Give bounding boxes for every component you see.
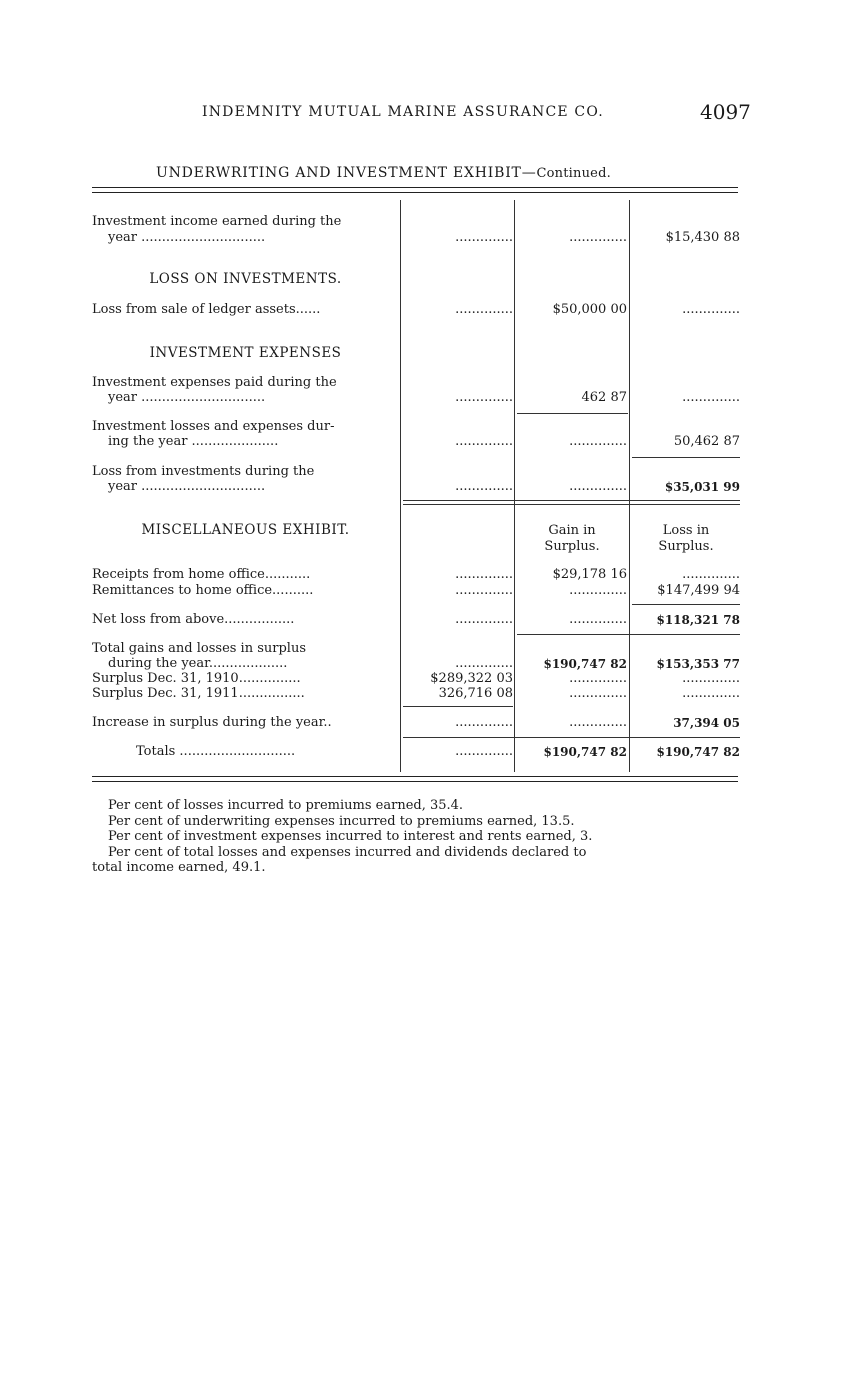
note-total-line2: total income earned, 49.1. [92,860,266,875]
rule-net-loss [517,634,740,635]
bottom-rule-2 [92,781,738,782]
row-increase-col1: .............. [455,715,513,730]
row-surplus-1911: Surplus Dec. 31, 1911................ [92,686,305,701]
row-surplus-1910-col1: $289,322 03 [430,671,513,686]
row-surplus-1911-col3: .............. [682,686,740,701]
row-increase-col2: .............. [569,715,627,730]
colhead-loss-line1: Loss in [662,523,710,538]
row-loss-from-inv-col2: .............. [569,479,627,494]
row-total-gains-line2: during the year................... [108,656,288,671]
colhead-gain-line2: Surplus. [544,539,600,554]
row-net-loss-col3: $118,321 78 [656,613,740,627]
exhibit-title [156,165,611,181]
column-rule-2 [514,200,515,772]
row-totals-col2: $190,747 82 [543,745,627,759]
row-increase-col3: 37,394 05 [673,716,740,730]
row-inv-exp-paid-line1: Investment expenses paid during the [92,375,337,390]
row-inv-losses-line1: Investment losses and expenses dur- [92,419,335,434]
heading-loss-on-investments: LOSS ON INVESTMENTS. [149,272,342,287]
row-loss-from-inv-col3: $35,031 99 [664,480,740,494]
row-receipts: Receipts from home office........... [92,567,311,582]
rule-surplus [403,706,513,707]
row-surplus-1910-col2: .............. [569,671,627,686]
row-loss-from-inv-line1: Loss from investments during the [92,464,315,479]
row-loss-from-inv-line2: year .............................. [108,479,266,494]
row-remittances-col1: .............. [455,583,513,598]
row-inv-exp-paid-col1: .............. [455,390,513,405]
note-losses: Per cent of losses incurred to premiums earned, 35.4. [108,798,464,813]
row-investment-income-line1: Investment income earned during the [92,214,342,229]
section-rule-2 [403,504,740,505]
top-rule-2 [92,192,738,193]
row-surplus-1910-col3: .............. [682,671,740,686]
heading-investment-expenses: INVESTMENT EXPENSES [149,346,342,361]
row-receipts-col1: .............. [455,567,513,582]
row-inv-losses-col1: .............. [455,434,513,449]
row-net-loss: Net loss from above................. [92,612,295,627]
row-surplus-1910: Surplus Dec. 31, 1910............... [92,671,301,686]
row-inv-losses-line2: ing the year ..................... [108,434,279,449]
note-investment: Per cent of investment expenses incurred to interest and rents earned, 3. [108,829,593,844]
row-total-gains-line1: Total gains and losses in surplus [92,641,307,656]
exhibit-title-main: UNDERWRITING AND INVESTMENT EXHIBIT— [156,165,537,181]
row-total-gains-col2: $190,747 82 [543,657,627,671]
running-title: INDEMNITY MUTUAL MARINE ASSURANCE CO. [202,104,604,120]
exhibit-title-suffix: Continued. [536,166,611,181]
running-head [0,100,863,128]
row-totals-col3: $190,747 82 [656,745,740,759]
section-rule-1 [403,500,740,501]
rule-totals [403,737,740,738]
row-investment-income-col1: .............. [455,230,513,245]
rule-sum-col3 [632,457,740,458]
top-rule-1 [92,187,738,188]
row-surplus-1911-col1: 326,716 08 [438,686,513,701]
rule-remittances [632,604,740,605]
row-net-loss-col1: .............. [455,612,513,627]
column-rule-3 [629,200,630,772]
row-inv-exp-paid-col2: 462 87 [581,390,627,405]
row-investment-income-line2: year .............................. [108,230,266,245]
row-receipts-col2: $29,178 16 [552,567,627,582]
note-underwriting: Per cent of underwriting expenses incurred to premiums earned, 13.5. [108,813,575,829]
row-receipts-col3: .............. [682,567,740,582]
colhead-loss-line2: Surplus. [658,539,714,554]
row-remittances: Remittances to home office.......... [92,583,314,598]
rule-sum-col2 [517,413,628,414]
row-increase: Increase in surplus during the year.. [92,715,332,730]
row-loss-from-inv-col1: .............. [455,479,513,494]
row-loss-sale-col2: $50,000 00 [552,302,627,317]
bottom-rule-1 [92,776,738,777]
row-net-loss-col2: .............. [569,612,627,627]
row-total-gains-col3: $153,353 77 [656,657,740,671]
row-remittances-col2: .............. [569,583,627,598]
colhead-gain-line1: Gain in [548,523,596,538]
row-surplus-1911-col2: .............. [569,686,627,701]
row-inv-exp-paid-line2: year .............................. [108,390,266,405]
row-loss-sale: Loss from sale of ledger assets...... [92,302,321,317]
row-inv-losses-col2: .............. [569,434,627,449]
row-remittances-col3: $147,499 94 [657,583,740,598]
row-totals-col1: .............. [455,744,513,759]
page-number: 4097 [700,100,751,124]
heading-misc-exhibit: MISCELLANEOUS EXHIBIT. [141,523,350,538]
note-total-line1: Per cent of total losses and expenses incurred and dividends declared to [108,844,587,860]
row-loss-sale-col1: .............. [455,302,513,317]
row-totals: Totals ............................ [136,744,296,759]
row-loss-sale-col3: .............. [682,302,740,317]
row-inv-losses-col3: 50,462 87 [673,434,740,449]
row-investment-income-col3: $15,430 88 [665,230,740,245]
notes [92,798,742,876]
row-inv-exp-paid-col3: .............. [682,390,740,405]
row-investment-income-col2: .............. [569,230,627,245]
row-total-gains-col1: .............. [455,656,513,671]
